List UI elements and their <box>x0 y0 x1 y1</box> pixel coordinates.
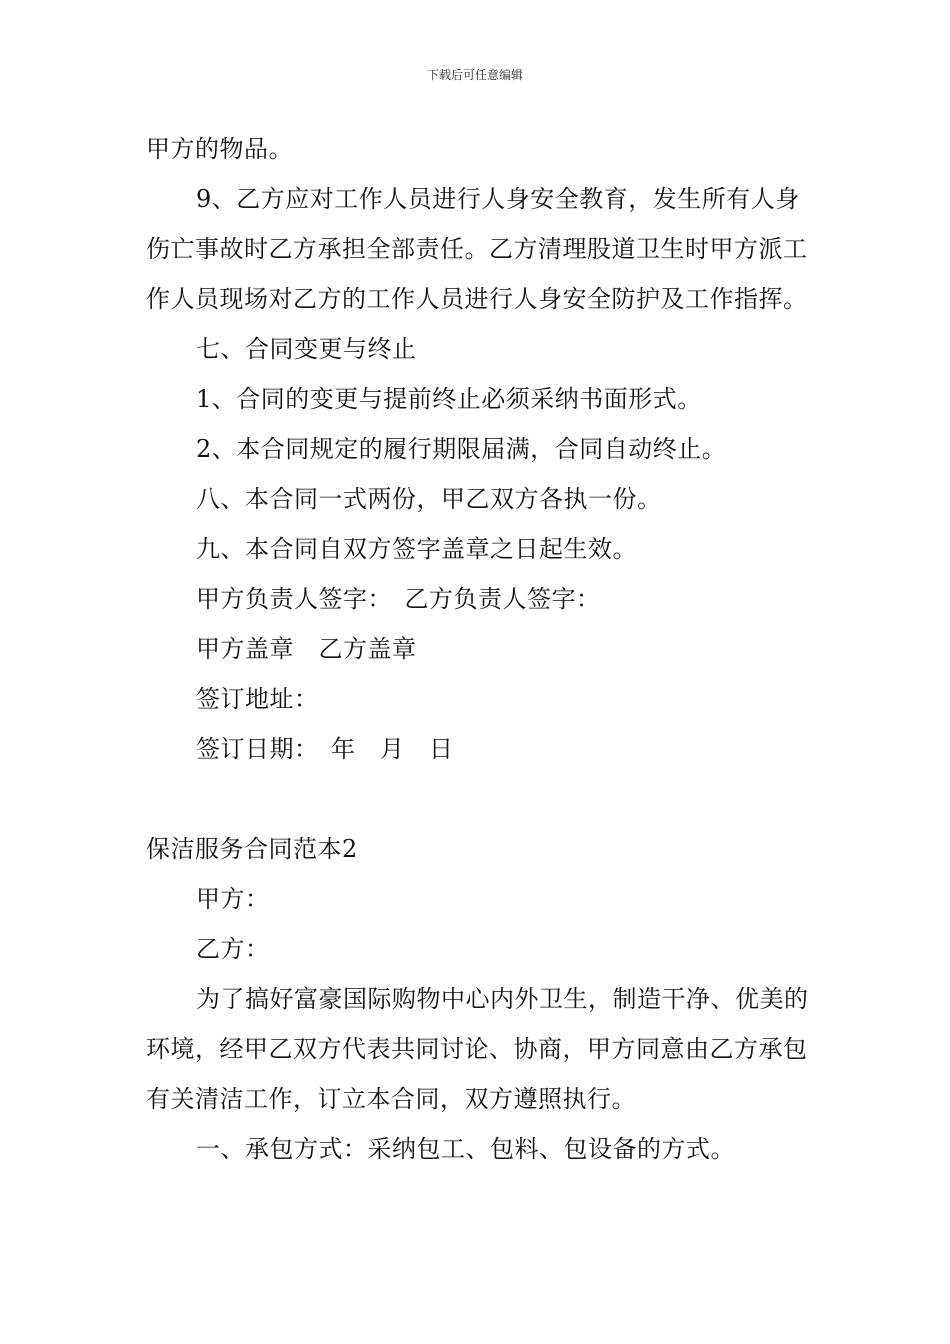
preamble-paragraph: 为了搞好富豪国际购物中心内外卫生，制造干净、优美的环境，经甲乙双方代表共同讨论、协商，甲方同意由乙方承包有关清洁工作，订立本合同，双方遵照执行。 <box>146 985 809 1113</box>
document-body <box>146 124 810 1174</box>
page-header: 下载后可任意编辑 <box>426 68 523 82</box>
paragraph-clause-9: 9、乙方应对工作人员进行人身安全教育，发生所有人身伤亡事故时乙方承担全部责任。乙方清理股道卫生时甲方派工作人员现场对乙方的工作人员进行人身安全防护及工作指挥。 <box>146 185 808 313</box>
party-a-line: 甲方： <box>196 885 270 913</box>
signing-address: 签订地址： <box>196 685 319 713</box>
paragraph-continuation: 甲方的物品。 <box>146 135 293 163</box>
section-heading-1: 一、承包方式：采纳包工、包料、包设备的方式。 <box>196 1135 735 1163</box>
paragraph-clause-7-1: 1、合同的变更与提前终止必须采纳书面形式。 <box>196 385 702 413</box>
seal-line: 甲方盖章 乙方盖章 <box>196 635 417 663</box>
section-heading-8: 八、本合同一式两份，甲乙双方各执一份。 <box>196 485 662 513</box>
signature-line: 甲方负责人签字： 乙方负责人签字： <box>196 585 601 613</box>
section-heading-9: 九、本合同自双方签字盖章之日起生效。 <box>196 535 637 563</box>
blank-line <box>146 774 810 824</box>
party-b-line: 乙方： <box>196 935 270 963</box>
section-heading-7: 七、合同变更与终止 <box>196 335 417 363</box>
contract-title-2: 保洁服务合同范本2 <box>146 835 358 863</box>
signing-date: 签订日期： 年 月 日 <box>196 735 454 763</box>
paragraph-clause-7-2: 2、本合同规定的履行期限届满，合同自动终止。 <box>196 435 727 463</box>
